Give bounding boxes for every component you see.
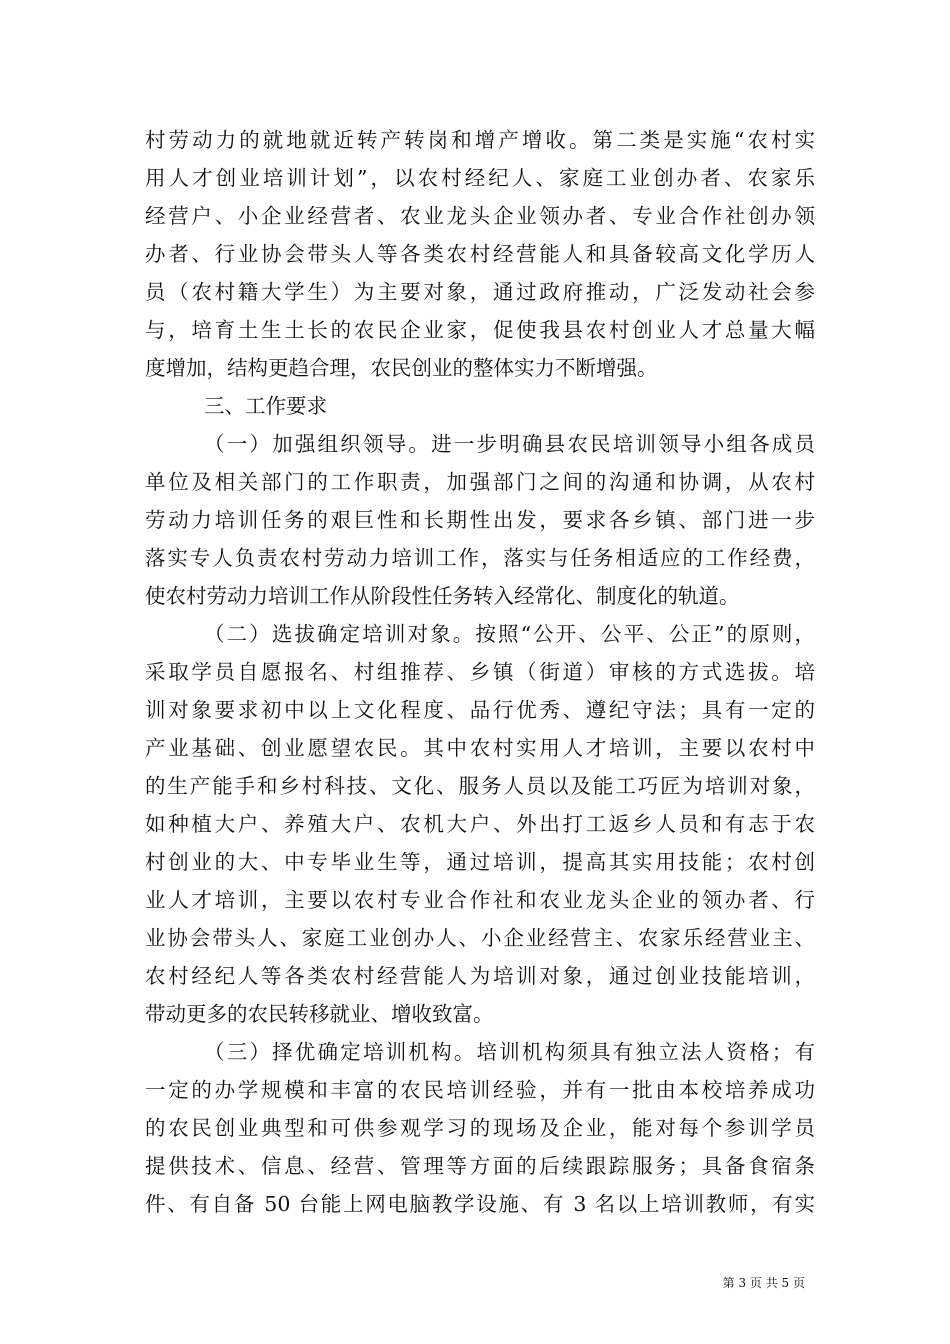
text-line-12: 落实专人负责农村劳动力培训工作，落实与任务相适应的工作经费， (145, 546, 815, 570)
text-line-27: 的农民创业典型和可供参观学习的现场及企业，能对每个参训学员 (145, 1116, 815, 1140)
text-line-2: 用人才创业培训计划”，以农村经纪人、家庭工业创办者、农家乐 (145, 166, 815, 190)
text-line-9: （一）加强组织领导。进一步明确县农民培训领导小组各成员 (204, 432, 815, 456)
text-line-14: （二）选拔确定培训对象。按照“公开、公平、公正”的原则， (204, 622, 815, 646)
text-line-16: 训对象要求初中以上文化程度、品行优秀、遵纪守法；具有一定的 (145, 698, 815, 722)
text-line-13: 使农村劳动力培训工作从阶段性任务转入经常化、制度化的轨道。 (145, 584, 740, 608)
text-line-24: 带动更多的农民转移就业、增收致富。 (145, 1002, 494, 1026)
text-line-17: 产业基础、创业愿望农民。其中农村实用人才培训，主要以农村中 (145, 736, 815, 760)
text-line-26: 一定的办学规模和丰富的农民培训经验，并有一批由本校培养成功 (145, 1078, 815, 1102)
text-line-10: 单位及相关部门的工作职责，加强部门之间的沟通和协调，从农村 (145, 470, 815, 494)
text-line-6: 与，培育土生土长的农民企业家，促使我县农村创业人才总量大幅 (145, 318, 815, 342)
text-line-18: 的生产能手和乡村科技、文化、服务人员以及能工巧匠为培训对象， (145, 774, 815, 798)
text-line-4: 办者、行业协会带头人等各类农村经营能人和具备较高文化学历人 (145, 242, 815, 266)
text-line-15: 采取学员自愿报名、村组推荐、乡镇（街道）审核的方式选拔。培 (145, 660, 815, 684)
text-line-11: 劳动力培训任务的艰巨性和长期性出发，要求各乡镇、部门进一步 (145, 508, 815, 532)
text-line-1: 村劳动力的就地就近转产转岗和增产增收。第二类是实施“农村实 (145, 128, 815, 152)
text-line-23: 农村经纪人等各类农村经营能人为培训对象，通过创业技能培训， (145, 964, 815, 988)
text-line-20: 村创业的大、中专毕业生等，通过培训，提高其实用技能；农村创 (145, 850, 815, 874)
text-line-7: 度增加，结构更趋合理，农民创业的整体实力不断增强。 (145, 356, 658, 380)
text-line-21: 业人才培训，主要以农村专业合作社和农业龙头企业的领办者、行 (145, 888, 815, 912)
text-line-3: 经营户、小企业经营者、农业龙头企业领办者、专业合作社创办领 (145, 204, 815, 228)
page-footer: 第 3 页 共 5 页 (722, 1276, 805, 1290)
text-line-5: 员（农村籍大学生）为主要对象，通过政府推动，广泛发动社会参 (145, 280, 815, 304)
text-line-19: 如种植大户、养殖大户、农机大户、外出打工返乡人员和有志于农 (145, 812, 815, 836)
text-line-25: （三）择优确定培训机构。培训机构须具有独立法人资格；有 (204, 1040, 815, 1064)
section-heading: 三、工作要求 (204, 394, 327, 418)
text-line-22: 业协会带头人、家庭工业创办人、小企业经营主、农家乐经营业主、 (145, 926, 815, 950)
text-line-28: 提供技术、信息、经营、管理等方面的后续跟踪服务；具备食宿条 (145, 1154, 815, 1178)
text-line-29: 件、有自备 50 台能上网电脑教学设施、有 3 名以上培训教师，有实 (145, 1192, 815, 1216)
